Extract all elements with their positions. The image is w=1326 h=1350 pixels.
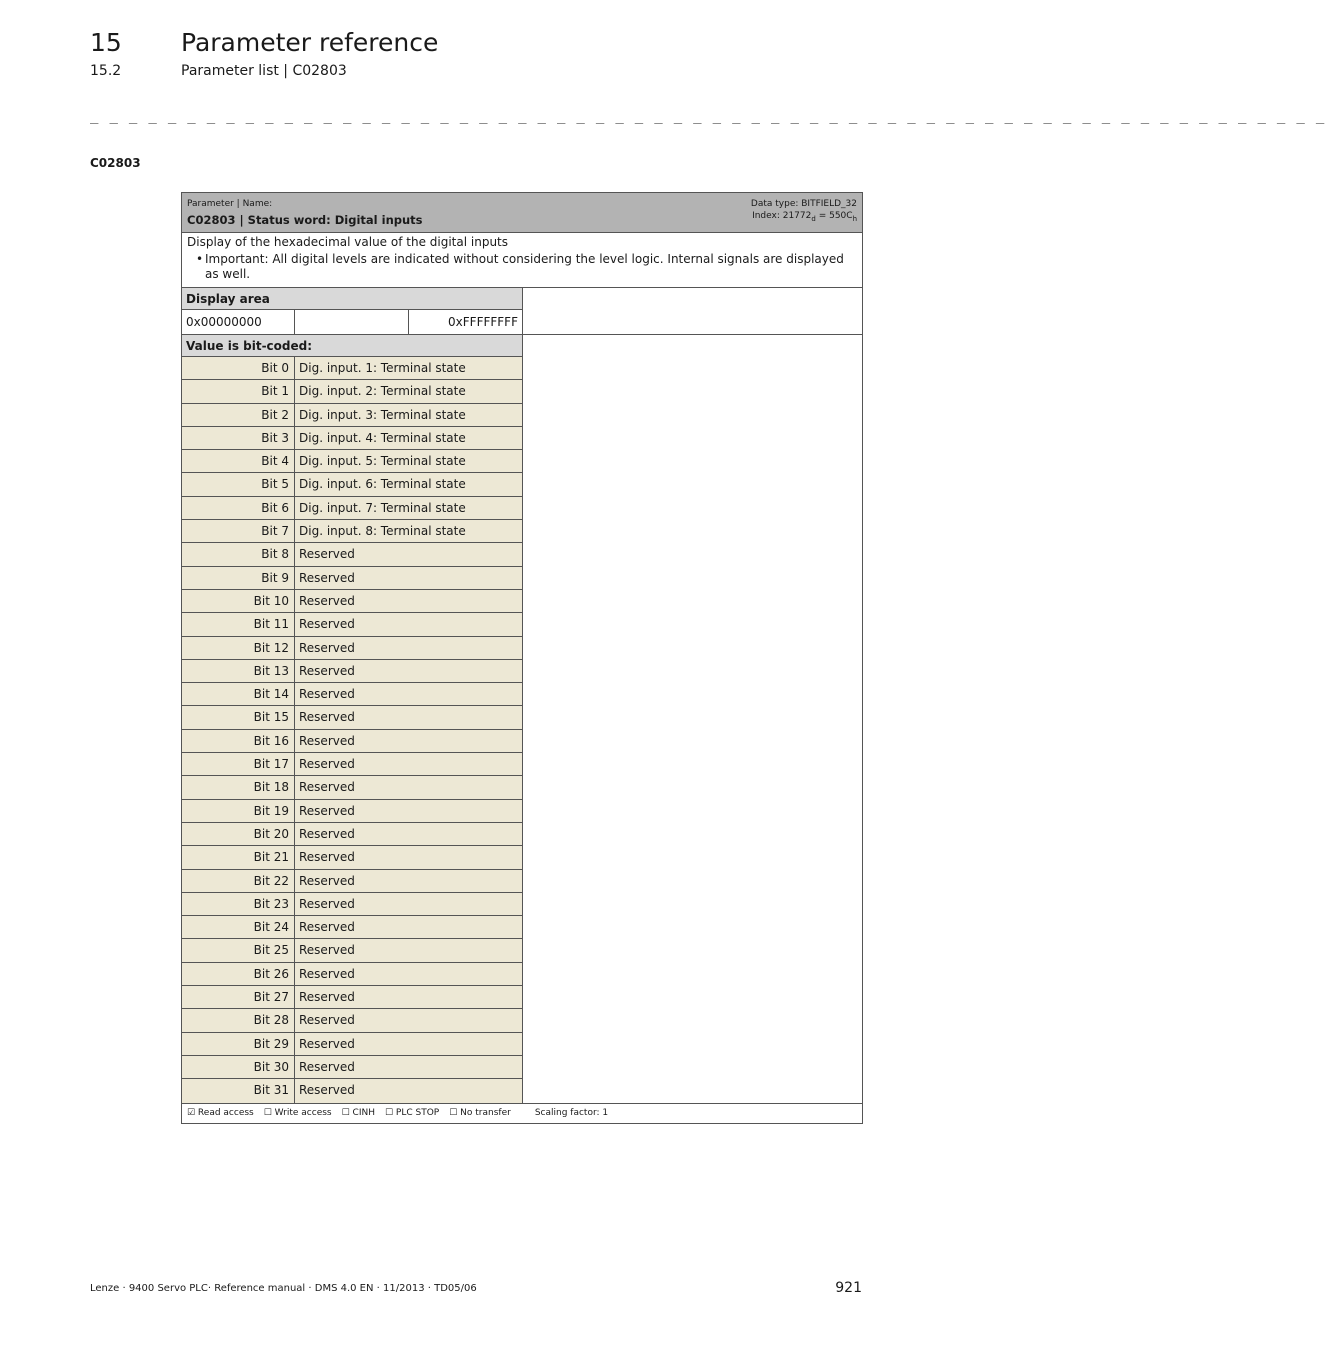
bit-number: Bit 16 <box>182 730 295 752</box>
bit-meaning: Reserved <box>299 570 355 585</box>
bit-row <box>182 450 522 473</box>
bit-row <box>182 800 522 823</box>
bit-row <box>182 939 522 962</box>
bit-row <box>182 1056 522 1079</box>
bit-meaning: Dig. input. 8: Terminal state <box>299 524 466 539</box>
bit-number: Bit 17 <box>182 753 295 775</box>
description-text: Display of the hexadecimal value of the digital inputs <box>187 235 508 249</box>
bit-row <box>182 380 522 403</box>
parameter-description <box>182 233 862 288</box>
bit-number: Bit 13 <box>182 660 295 682</box>
bit-meaning: Reserved <box>299 873 355 888</box>
bit-row <box>182 986 522 1009</box>
parameter-table <box>181 192 863 1124</box>
bit-number: Bit 30 <box>182 1056 295 1078</box>
bit-row <box>182 706 522 729</box>
dashed-separator: _ _ _ _ _ _ _ _ _ _ _ _ _ _ _ _ _ _ _ _ _ _ _ _ _ _ _ _ _ _ _ _ _ _ _ _ _ _ _ _ _ _ _ _ _ _ _ _ _ _ _ _ _ _ _ _ _ _ _ _ _ _ _ _ <box>90 108 1326 124</box>
bit-meaning: Reserved <box>299 1013 355 1028</box>
bit-number: Bit 31 <box>182 1079 295 1102</box>
bit-row <box>182 916 522 939</box>
bit-meaning: Dig. input. 4: Terminal state <box>299 430 466 445</box>
section-number: 15.2 <box>90 63 122 79</box>
bit-meaning: Reserved <box>299 966 355 981</box>
no-transfer-flag: ☐ No transfer <box>449 1108 511 1118</box>
bit-number: Bit 5 <box>182 473 295 495</box>
bit-meaning: Reserved <box>299 990 355 1005</box>
bit-number: Bit 27 <box>182 986 295 1008</box>
plc-stop-flag: ☐ PLC STOP <box>385 1108 440 1118</box>
bit-number: Bit 8 <box>182 543 295 565</box>
parameter-code-heading: C02803 <box>90 156 141 170</box>
bit-row <box>182 1033 522 1056</box>
bitcoded-label: Value is bit-coded: <box>182 335 522 357</box>
bit-row <box>182 776 522 799</box>
range-min: 0x00000000 <box>182 310 295 334</box>
bit-number: Bit 23 <box>182 893 295 915</box>
bit-number: Bit 2 <box>182 404 295 426</box>
bit-row <box>182 404 522 427</box>
document-footer: Lenze · 9400 Servo PLC· Reference manual · DMS 4.0 EN · 11/2013 · TD05/06 <box>90 1283 477 1294</box>
bit-row <box>182 963 522 986</box>
bit-meaning: Reserved <box>299 593 355 608</box>
bit-number: Bit 12 <box>182 637 295 659</box>
bit-meaning: Reserved <box>299 896 355 911</box>
bit-number: Bit 18 <box>182 776 295 798</box>
parameter-name-label: Parameter | Name: <box>187 199 273 209</box>
bit-number: Bit 7 <box>182 520 295 542</box>
access-flags <box>182 1104 862 1123</box>
bit-row <box>182 1079 522 1102</box>
bit-row <box>182 520 522 543</box>
bit-row <box>182 660 522 683</box>
bit-meaning: Dig. input. 3: Terminal state <box>299 407 466 422</box>
bit-number: Bit 10 <box>182 590 295 612</box>
bit-meaning: Reserved <box>299 826 355 841</box>
bit-row <box>182 846 522 869</box>
bit-number: Bit 1 <box>182 380 295 402</box>
bit-meaning: Reserved <box>299 687 355 702</box>
bit-number: Bit 21 <box>182 846 295 868</box>
bit-number: Bit 3 <box>182 427 295 449</box>
bit-row <box>182 357 522 380</box>
bit-meaning: Reserved <box>299 640 355 655</box>
bit-meaning: Dig. input. 6: Terminal state <box>299 477 466 492</box>
bit-number: Bit 22 <box>182 870 295 892</box>
bit-meaning: Reserved <box>299 710 355 725</box>
display-area-label: Display area <box>182 288 522 310</box>
bit-row <box>182 567 522 590</box>
bit-meaning: Dig. input. 5: Terminal state <box>299 454 466 469</box>
bit-meaning: Dig. input. 2: Terminal state <box>299 384 466 399</box>
bit-row <box>182 870 522 893</box>
parameter-name: C02803 | Status word: Digital inputs <box>187 213 423 227</box>
bit-number: Bit 20 <box>182 823 295 845</box>
display-area-range <box>182 310 522 334</box>
bit-row <box>182 613 522 636</box>
bit-meaning: Reserved <box>299 1059 355 1074</box>
scaling-factor: Scaling factor: 1 <box>534 1108 609 1118</box>
bit-row <box>182 427 522 450</box>
bit-row <box>182 473 522 496</box>
write-access-flag: ☐ Write access <box>263 1108 332 1118</box>
bit-number: Bit 6 <box>182 497 295 519</box>
bitcoded-section <box>182 335 862 1104</box>
bit-row <box>182 823 522 846</box>
bit-row <box>182 730 522 753</box>
page-number: 921 <box>835 1280 862 1296</box>
bit-row <box>182 637 522 660</box>
range-max: 0xFFFFFFFF <box>448 315 518 329</box>
cinh-flag: ☐ CINH <box>341 1108 375 1118</box>
bit-meaning: Reserved <box>299 757 355 772</box>
bit-number: Bit 24 <box>182 916 295 938</box>
bit-number: Bit 11 <box>182 613 295 635</box>
bit-row <box>182 543 522 566</box>
bit-list <box>182 357 522 1103</box>
bit-meaning: Reserved <box>299 547 355 562</box>
bit-number: Bit 4 <box>182 450 295 472</box>
display-area-section <box>182 288 862 335</box>
bit-meaning: Reserved <box>299 1036 355 1051</box>
bit-number: Bit 9 <box>182 567 295 589</box>
data-type: Data type: BITFIELD_32 <box>750 199 857 209</box>
section-title: Parameter list | C02803 <box>181 63 347 79</box>
bit-number: Bit 0 <box>182 357 295 379</box>
bit-number: Bit 15 <box>182 706 295 728</box>
bit-meaning: Dig. input. 1: Terminal state <box>299 361 466 375</box>
bit-meaning: Reserved <box>299 733 355 748</box>
description-bullet: • Important: All digital levels are indicated without considering the level logic. Internal signals are displayed as well. <box>205 252 857 282</box>
bit-number: Bit 14 <box>182 683 295 705</box>
bit-meaning: Reserved <box>299 617 355 632</box>
chapter-number: 15 <box>90 28 122 57</box>
parameter-index: Index: $21772_d = 550C_h$ <box>752 211 857 223</box>
bit-row <box>182 753 522 776</box>
bit-meaning: Reserved <box>299 663 355 678</box>
bit-number: Bit 25 <box>182 939 295 961</box>
read-access-flag: ☑ Read access <box>187 1108 254 1118</box>
bit-number: Bit 26 <box>182 963 295 985</box>
bit-meaning: Reserved <box>299 1083 355 1098</box>
chapter-title: Parameter reference <box>181 28 439 57</box>
bit-meaning: Reserved <box>299 780 355 795</box>
range-mid <box>295 310 409 334</box>
bit-meaning: Reserved <box>299 943 355 958</box>
bit-number: Bit 29 <box>182 1033 295 1055</box>
bit-meaning: Reserved <box>299 850 355 865</box>
bit-row <box>182 1009 522 1032</box>
bit-row <box>182 497 522 520</box>
bit-meaning: Dig. input. 7: Terminal state <box>299 500 466 515</box>
bit-meaning: Reserved <box>299 803 355 818</box>
bit-row <box>182 893 522 916</box>
bit-meaning: Reserved <box>299 920 355 935</box>
bit-row <box>182 590 522 613</box>
bit-number: Bit 28 <box>182 1009 295 1031</box>
bit-number: Bit 19 <box>182 800 295 822</box>
bit-row <box>182 683 522 706</box>
parameter-header <box>182 193 862 233</box>
